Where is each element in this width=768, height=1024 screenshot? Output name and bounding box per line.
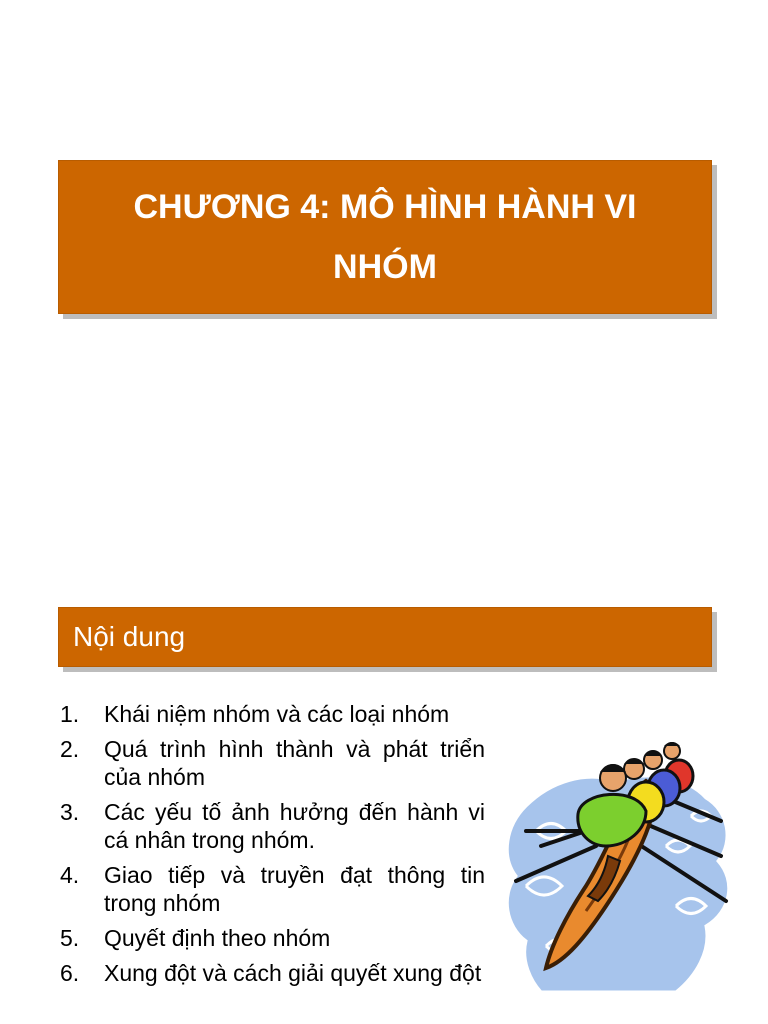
list-item-number: 5. [60,925,80,951]
rowing-team-illustration [496,736,736,992]
section-heading: Nội dung [73,621,186,652]
title-banner [58,160,712,314]
contents-list [60,700,485,994]
list-item-text: Khái niệm nhóm và các loại nhóm [104,701,450,727]
list-item [60,861,485,917]
list-item-text: Các yếu tố ảnh hưởng đến hành vi cá nhân trong nhóm. [104,799,485,853]
list-item [60,959,485,987]
section-banner [58,607,712,667]
list-item-number: 2. [60,736,80,762]
list-item-number: 1. [60,701,80,727]
list-item-number: 4. [60,862,80,888]
list-item-text: Quá trình hình thành và phát triển của nhóm [104,736,485,790]
list-item [60,798,485,854]
list-item-number: 6. [60,960,80,986]
list-item [60,700,485,728]
list-item-number: 3. [60,799,80,825]
list-item [60,735,485,791]
chapter-title: CHƯƠNG 4: MÔ HÌNH HÀNH VI NHÓM [133,188,637,286]
list-item-text: Quyết định theo nhóm [104,925,331,951]
list-item [60,924,485,952]
list-item-text: Giao tiếp và truyền đạt thông tin trong nhóm [104,862,485,916]
list-item-text: Xung đột và cách giải quyết xung đột [104,960,482,986]
